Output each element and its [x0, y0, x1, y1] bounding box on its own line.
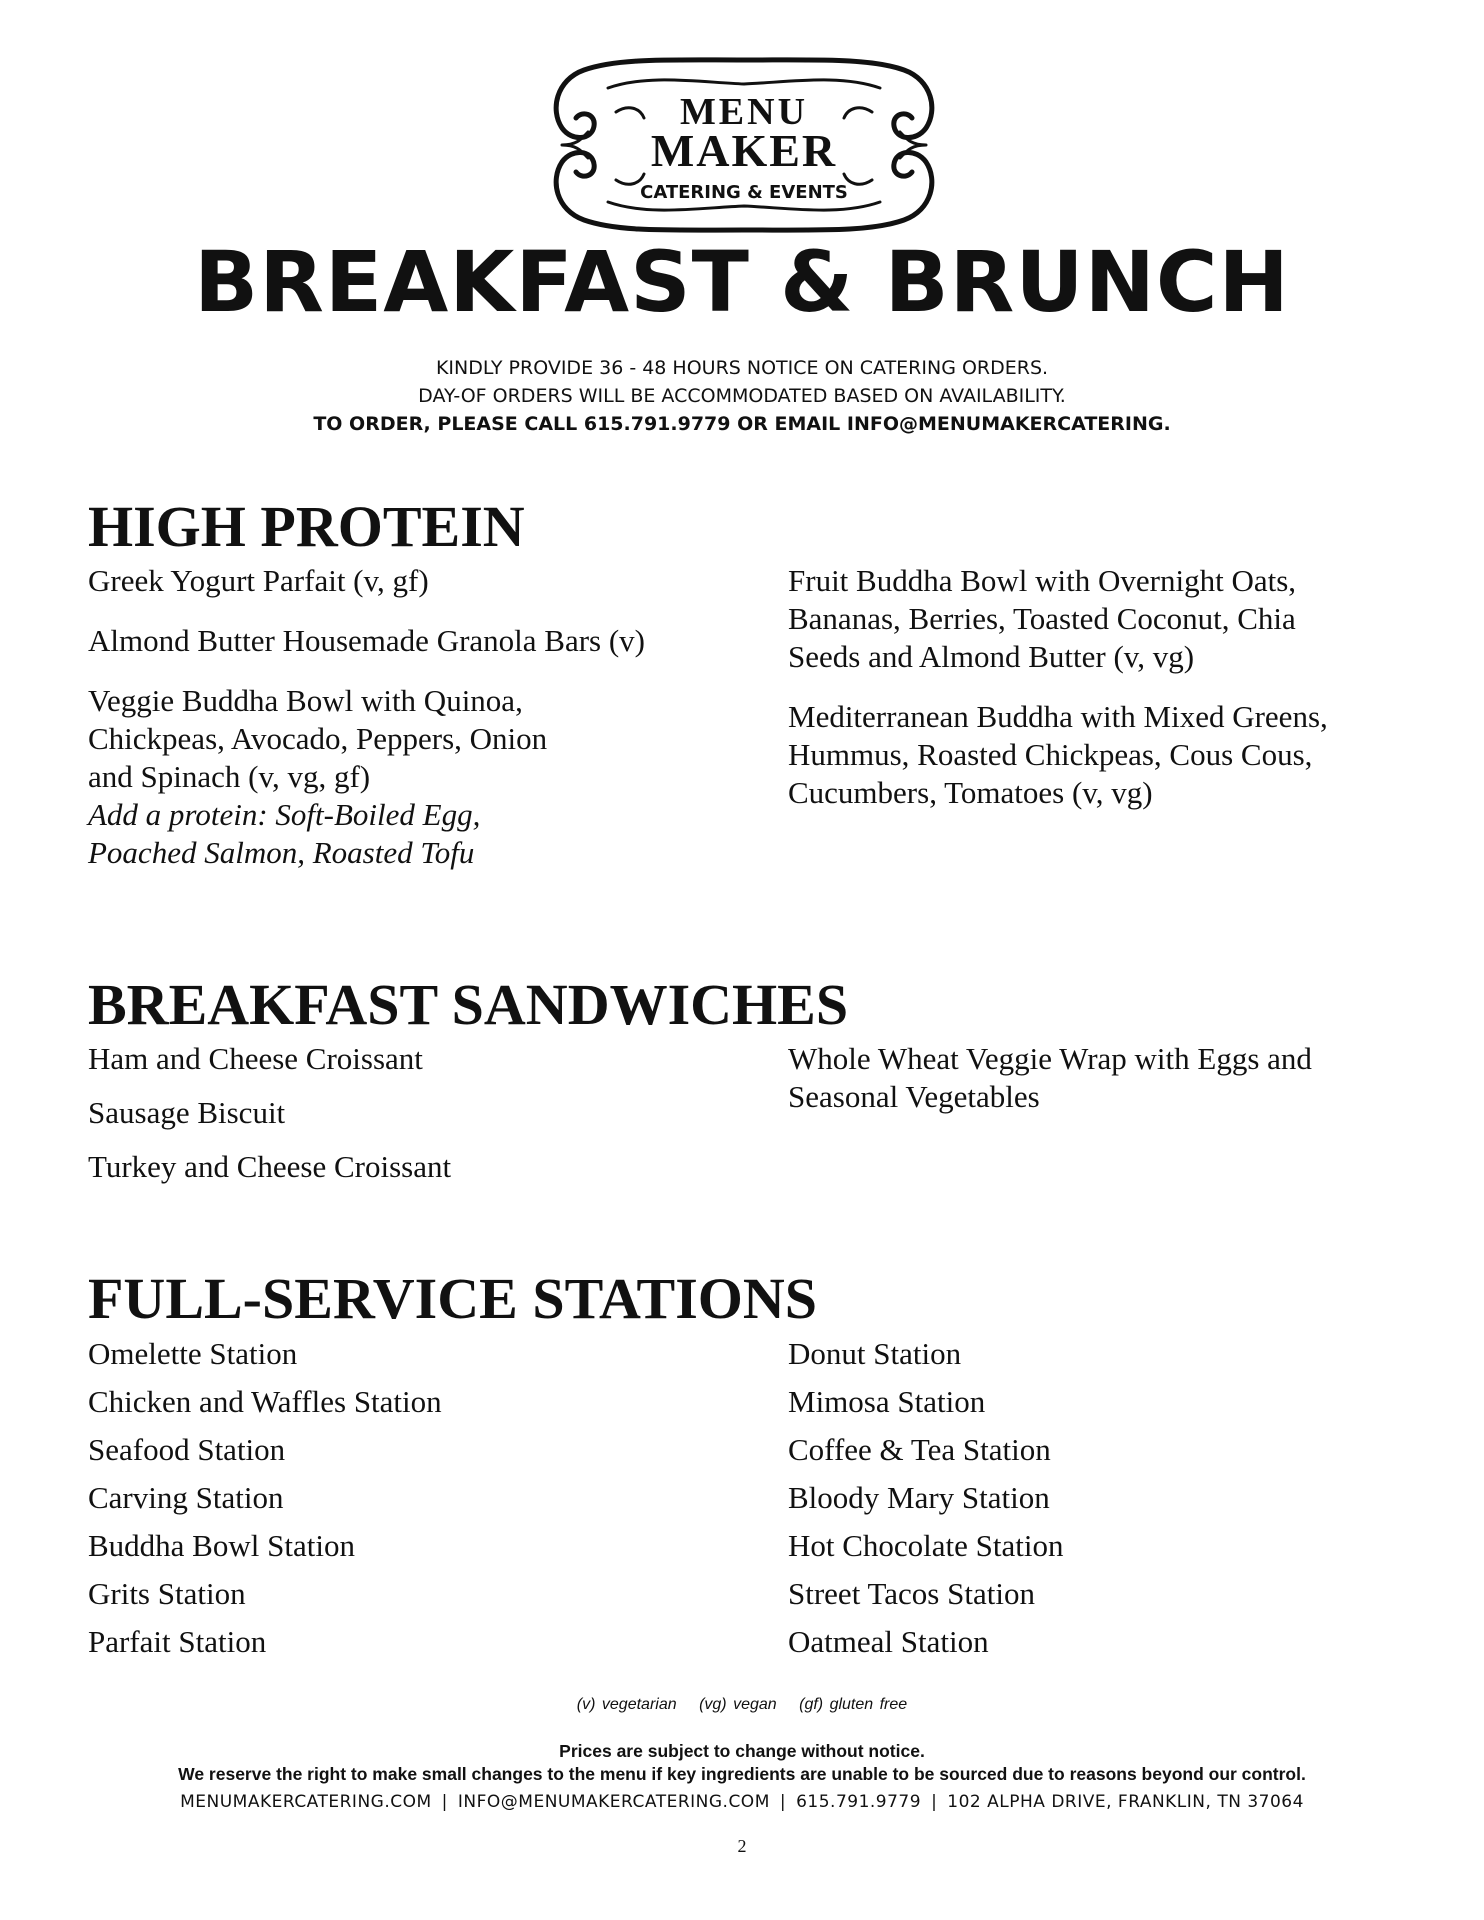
menu-item: Almond Butter Housemade Granola Bars (v)	[88, 623, 646, 658]
menu-item: Sausage Biscuit	[88, 1095, 286, 1130]
email-link[interactable]: INFO@MENUMAKERCATERING.COM	[457, 1792, 770, 1812]
sandwiches-left-column	[88, 1040, 728, 1202]
station-item: Parfait Station	[88, 1624, 267, 1659]
logo-line-menu: MENU	[679, 91, 809, 133]
station-item: Seafood Station	[88, 1432, 286, 1467]
website-link[interactable]: MENUMAKERCATERING.COM	[180, 1792, 432, 1812]
page-number: 2	[737, 1836, 747, 1856]
separator: |	[779, 1792, 787, 1812]
section-heading-high-protein: HIGH PROTEIN	[88, 494, 525, 559]
fine-print-line-1: Prices are subject to change without notice.	[559, 1741, 925, 1761]
separator: |	[441, 1792, 448, 1812]
menu-item-fruit-buddha-bowl	[788, 562, 1428, 676]
menu-item: Greek Yogurt Parfait (v, gf)	[88, 563, 429, 598]
menu-item-veggie-buddha-bowl	[88, 682, 728, 872]
item-line: Fruit Buddha Bowl with Overnight Oats,	[788, 563, 1297, 598]
menu-maker-logo	[548, 52, 940, 238]
order-notice	[0, 354, 1484, 438]
station-item: Buddha Bowl Station	[88, 1528, 355, 1563]
notice-line-2: DAY-OF ORDERS WILL BE ACCOMMODATED BASED ON AVAILABILITY.	[418, 385, 1066, 407]
station-item: Omelette Station	[88, 1336, 298, 1371]
address: 102 ALPHA DRIVE, FRANKLIN, TN 37064	[947, 1792, 1304, 1812]
item-line: Chickpeas, Avocado, Peppers, Onion	[88, 721, 548, 756]
high-protein-left-column	[88, 562, 728, 894]
station-item: Oatmeal Station	[788, 1624, 989, 1659]
section-heading-full-service-stations: FULL-SERVICE STATIONS	[88, 1266, 818, 1331]
station-item: Coffee & Tea Station	[788, 1432, 1051, 1467]
item-line: Cucumbers, Tomatoes (v, vg)	[788, 775, 1153, 810]
protein-addon-line: Add a protein: Soft-Boiled Egg,	[88, 797, 481, 832]
stations-right-column	[788, 1330, 1428, 1666]
dietary-legend	[0, 1696, 1484, 1714]
station-item: Grits Station	[88, 1576, 246, 1611]
legend-vegetarian: (v) vegetarian	[576, 1696, 677, 1713]
item-line: Bananas, Berries, Toasted Coconut, Chia	[788, 601, 1296, 636]
stations-left-column	[88, 1330, 728, 1666]
phone-number[interactable]: 615.791.9779	[796, 1792, 922, 1812]
item-line: Whole Wheat Veggie Wrap with Eggs and	[788, 1041, 1312, 1076]
menu-item: Ham and Cheese Croissant	[88, 1041, 423, 1076]
station-item: Bloody Mary Station	[788, 1480, 1050, 1515]
item-line: Seasonal Vegetables	[788, 1079, 1040, 1114]
contact-bar	[0, 1792, 1484, 1812]
legend-vegan: (vg) vegan	[699, 1696, 777, 1713]
item-line: Veggie Buddha Bowl with Quinoa,	[88, 683, 523, 718]
item-line: Seeds and Almond Butter (v, vg)	[788, 639, 1195, 674]
separator: |	[931, 1792, 938, 1812]
item-line: Mediterranean Buddha with Mixed Greens,	[788, 699, 1328, 734]
notice-line-1: KINDLY PROVIDE 36 - 48 HOURS NOTICE ON CATERING ORDERS.	[435, 357, 1049, 379]
station-item: Street Tacos Station	[788, 1576, 1035, 1611]
high-protein-right-column	[788, 562, 1428, 834]
station-item: Hot Chocolate Station	[788, 1528, 1064, 1563]
station-item: Carving Station	[88, 1480, 284, 1515]
sandwiches-right-column	[788, 1040, 1428, 1132]
logo-frame-graphic	[548, 52, 940, 238]
section-heading-breakfast-sandwiches: BREAKFAST SANDWICHES	[88, 972, 849, 1037]
logo-line-tagline: CATERING & EVENTS	[640, 182, 848, 203]
station-item: Donut Station	[788, 1336, 962, 1371]
logo-line-maker: MAKER	[650, 125, 838, 176]
item-line: Hummus, Roasted Chickpeas, Cous Cous,	[788, 737, 1313, 772]
fine-print-line-2: We reserve the right to make small changes to the menu if key ingredients are unable to be sourced due to reasons beyond our control.	[178, 1764, 1306, 1784]
protein-addon-line: Poached Salmon, Roasted Tofu	[88, 835, 475, 870]
fine-print	[0, 1740, 1484, 1786]
station-item: Chicken and Waffles Station	[88, 1384, 442, 1419]
legend-gluten-free: (gf) gluten free	[799, 1696, 908, 1713]
station-item: Mimosa Station	[788, 1384, 986, 1419]
menu-item-mediterranean-buddha	[788, 698, 1428, 812]
menu-item: Turkey and Cheese Croissant	[88, 1149, 452, 1184]
notice-line-3: TO ORDER, PLEASE CALL 615.791.9779 OR EMAIL INFO@MENUMAKERCATERING.	[313, 413, 1171, 435]
menu-item-veggie-wrap	[788, 1040, 1428, 1116]
item-line: and Spinach (v, vg, gf)	[88, 759, 371, 794]
page-title: BREAKFAST & BRUNCH	[194, 233, 1290, 331]
